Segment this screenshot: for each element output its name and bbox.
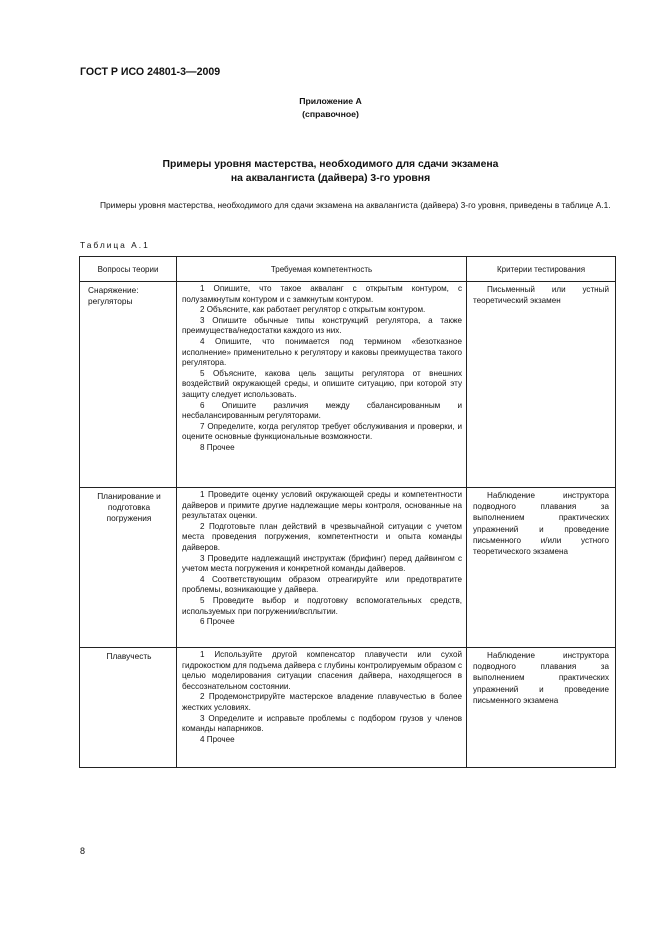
table-row <box>80 488 616 648</box>
requirement-item: 4 Опишите, что понимается под термином «безотказное исполнение» применительно к регулятору и каковы преимущества такого регулятора. <box>182 336 462 368</box>
page-number: 8 <box>80 846 86 856</box>
header-topics: Вопросы теории <box>80 257 177 282</box>
requirement-item: 3 Определите и исправьте проблемы с подбором грузов у членов команды напарников. <box>182 713 462 734</box>
requirements-cell <box>177 488 467 648</box>
requirement-item: 6 Прочее <box>200 617 235 627</box>
criteria-text: Наблюдение инструктора подводного плавания за выполнением практических упражнений и проведение письменного и/или устного теоретического экзамена <box>473 491 609 557</box>
requirement-item: 3 Проведите надлежащий инструктаж (брифинг) перед дайвингом с учетом места погружения и конкретной команды дайверов. <box>182 553 462 574</box>
requirement-item: 1 Проведите оценку условий окружающей среды и компетентности дайверов и примите другие надлежащие меры контроля, основанные на результатах оценки. <box>182 490 462 521</box>
criteria-cell <box>467 488 616 648</box>
requirement-item: 8 Прочее <box>200 442 235 452</box>
topic-cell: Снаряжение: регуляторы <box>80 282 177 488</box>
topic-cell: Плавучесть <box>80 648 177 768</box>
table-caption: Таблица А.1 <box>80 240 150 250</box>
annex-heading <box>0 95 661 121</box>
requirement-item: 4 Соответствующим образом отреагируйте или предотвратите проблемы, возникающие у дайвера. <box>182 574 462 595</box>
section-title-line1: Примеры уровня мастерства, необходимого для сдачи экзамена <box>162 159 499 170</box>
annex-note: (справочное) <box>302 109 359 119</box>
requirement-item: 1 Используйте другой компенсатор плавучести или сухой гидрокостюм для подъема дайвера с глубины контролируемым образом с целью моделирования ситуации спасения дайвера, находящегося в бессознательном состоянии. <box>182 650 462 691</box>
requirement-item: 3 Опишите обычные типы конструкций регулятора, а также преимущества/недостатки каждого из них. <box>182 315 462 336</box>
section-title <box>0 158 661 186</box>
requirement-item: 2 Подготовьте план действий в чрезвычайной ситуации с учетом места проведения погружения, компетентности и опыта команды дайверов. <box>182 521 462 552</box>
table-header-row <box>80 257 616 282</box>
requirement-item: 1 Опишите, что такое акваланг с открытым контуром, с полузамкнутым контуром и с замкнутым контуром. <box>182 284 462 304</box>
criteria-cell <box>467 648 616 768</box>
annex-title: Приложение А <box>299 96 362 106</box>
criteria-text: Письменный или устный теоретический экзамен <box>473 285 609 306</box>
requirements-cell <box>177 282 467 488</box>
requirement-item: 5 Проведите выбор и подготовку вспомогательных средств, используемых при погружении/всплытии. <box>182 595 462 616</box>
header-competence: Требуемая компетентность <box>177 257 467 282</box>
requirement-item: 2 Объясните, как работает регулятор с открытым контуром. <box>200 305 426 315</box>
table-row <box>80 648 616 768</box>
section-title-line2: на аквалангиста (дайвера) 3-го уровня <box>230 173 431 184</box>
requirement-item: 7 Определите, когда регулятор требует обслуживания и проверки, и оцените основные функциональные возможности. <box>182 421 462 442</box>
criteria-cell <box>467 282 616 488</box>
topic-cell: Планирование и подготовка погружения <box>80 488 177 648</box>
requirement-item: 5 Объясните, какова цель защиты регулятора от внешних воздействий окружающей среды, и опишите ситуацию, при которой эту защиту следует использовать. <box>182 368 462 399</box>
intro-paragraph <box>80 199 616 212</box>
table-row <box>80 282 616 488</box>
requirements-cell <box>177 648 467 768</box>
competence-table <box>79 256 616 768</box>
requirement-item: 2 Продемонстрируйте мастерское владение плавучестью в более жестких условиях. <box>182 692 462 712</box>
header-criteria: Критерии тестирования <box>467 257 616 282</box>
requirement-item: 4 Прочее <box>200 734 235 744</box>
criteria-text: Наблюдение инструктора подводного плавания за выполнением практических упражнений и проведение письменного экзамена <box>473 651 609 705</box>
document-header: ГОСТ Р ИСО 24801-3—2009 <box>80 66 221 78</box>
intro-text: Примеры уровня мастерства, необходимого для сдачи экзамена на аквалангиста (дайвера) 3-го уровня, приведены в таблице А.1. <box>100 200 611 210</box>
requirement-item: 6 Опишите различия между сбалансированным и несбалансированным регуляторами. <box>182 400 462 421</box>
